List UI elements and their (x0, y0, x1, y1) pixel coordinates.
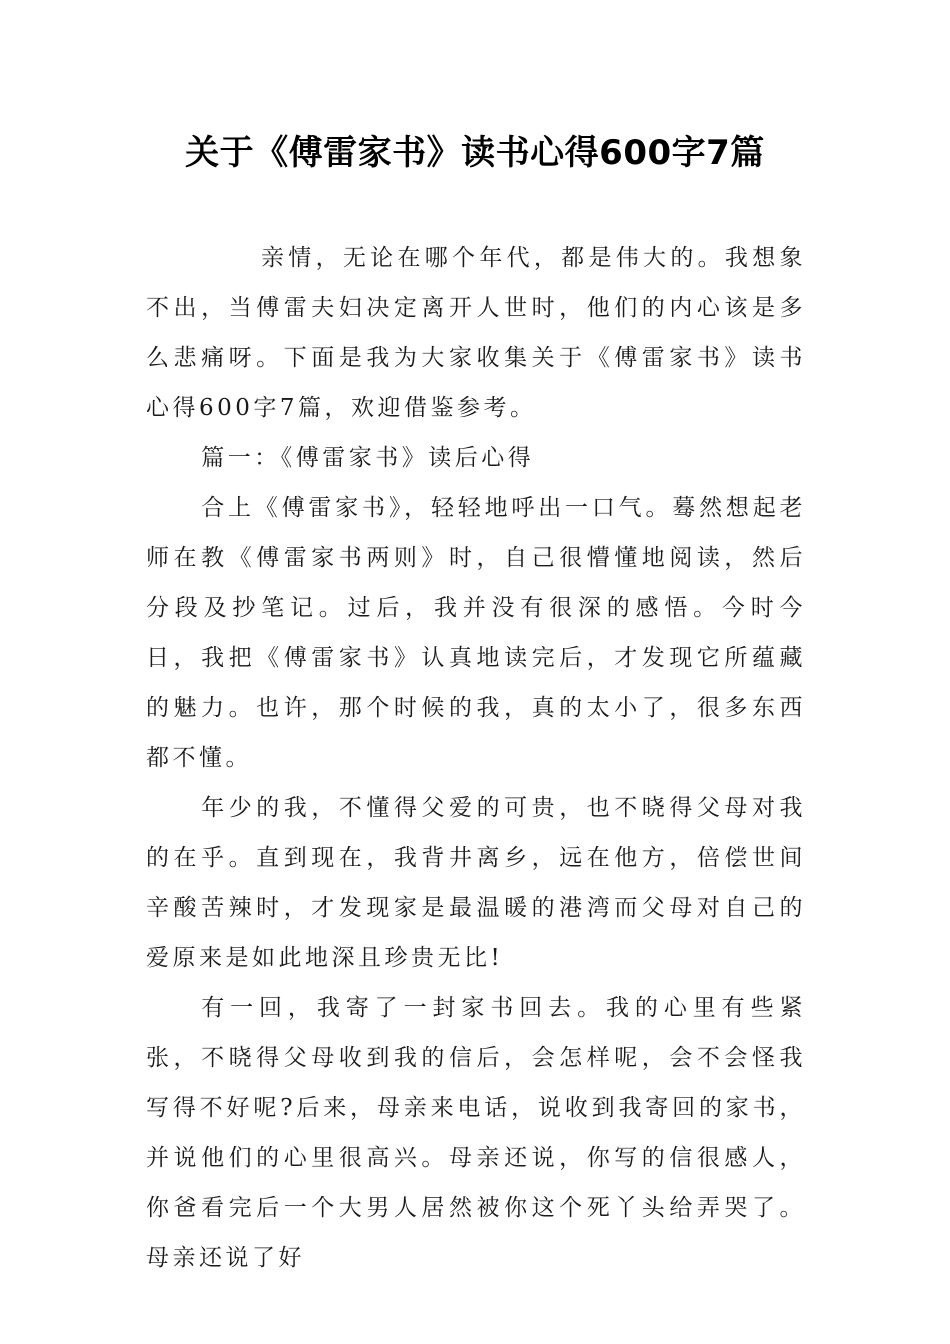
section-heading: 篇一：《傅雷家书》读后心得 (201, 445, 535, 471)
document-body (146, 233, 806, 1283)
intro-paragraph: 亲情，无论在哪个年代，都是伟大的。我想象不出，当傅雷夫妇决定离开人世时，他们的内心该是多么悲痛呀。下面是我为大家收集关于《傅雷家书》读书心得600字7篇，欢迎借鉴参考。 (146, 245, 806, 421)
body-paragraph: 年少的我，不懂得父爱的可贵，也不晓得父母对我的在乎。直到现在，我背井离乡，远在他方，倍偿世间辛酸苦辣时，才发现家是最温暖的港湾而父母对自己的爱原来是如此地深且珍贵无比! (146, 795, 806, 971)
document-title: 关于《傅雷家书》读书心得600字7篇 (185, 133, 765, 173)
body-paragraph: 合上《傅雷家书》，轻轻地呼出一口气。蓦然想起老师在教《傅雷家书两则》时，自己很懵懂地阅读，然后分段及抄笔记。过后，我并没有很深的感悟。今时今日，我把《傅雷家书》认真地读完后，才发现它所蕴藏的魅力。也许，那个时候的我，真的太小了，很多东西都不懂。 (146, 495, 806, 771)
body-paragraph: 有一回，我寄了一封家书回去。我的心里有些紧张，不晓得父母收到我的信后，会怎样呢，会不会怪我写得不好呢?后来，母亲来电话，说收到我寄回的家书，并说他们的心里很高兴。母亲还说，你写的信很感人，你爸看完后一个大男人居然被你这个死丫头给弄哭了。母亲还说了好 (146, 995, 806, 1271)
